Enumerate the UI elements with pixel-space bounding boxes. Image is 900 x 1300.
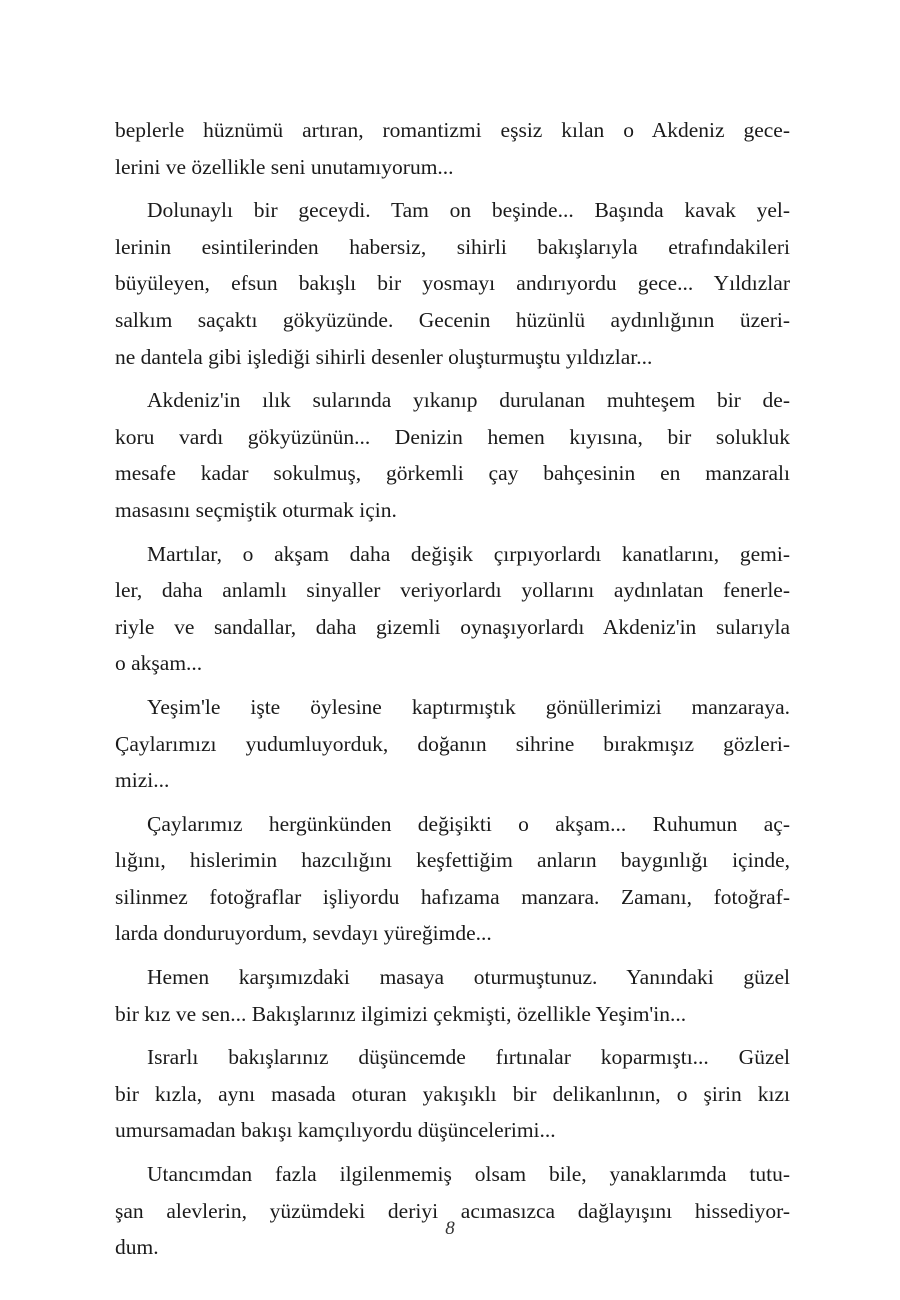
body-text — [115, 112, 790, 1266]
paragraph-gap — [115, 1149, 790, 1156]
text-line: riyle ve sandallar, daha gizemli oynaşıyorlardı Akdeniz'in sularıyla — [115, 614, 790, 639]
text-line: Çaylarımızı yudumluyorduk, doğanın sihrine bırakmışız gözleri- — [115, 731, 790, 756]
text-line: şan alevlerin, yüzümdeki deriyi acımasızca dağlayışını hissediyor- — [115, 1198, 790, 1223]
text-line: Dolunaylı bir geceydi. Tam on beşinde... Başında kavak yel- — [147, 198, 790, 223]
text-line: Yeşim'le işte öylesine kaptırmıştık gönüllerimizi manzaraya. — [147, 694, 790, 719]
paragraph — [115, 536, 790, 682]
paragraph-gap — [115, 682, 790, 689]
text-line: koru vardı gökyüzünün... Denizin hemen kıyısına, bir solukluk — [115, 424, 790, 449]
paragraph-gap — [115, 375, 790, 382]
text-line: Utancımdan fazla ilgilenmemiş olsam bile, yanaklarımda tutu- — [147, 1162, 790, 1187]
paragraph — [115, 1039, 790, 1149]
text-line: lerini ve özellikle seni unutamıyorum... — [115, 154, 454, 179]
text-line: Martılar, o akşam daha değişik çırpıyorlardı kanatlarını, gemi- — [147, 541, 790, 566]
paragraph-gap — [115, 799, 790, 806]
paragraph — [115, 959, 790, 1032]
text-line: salkım saçaktı gökyüzünde. Gecenin hüzünlü aydınlığının üzeri- — [115, 307, 790, 332]
paragraph-gap — [115, 185, 790, 192]
text-line: beplerle hüznümü artıran, romantizmi eşsiz kılan o Akdeniz gece- — [115, 118, 790, 142]
text-line: bir kız ve sen... Bakışlarınız ilgimizi çekmişti, özellikle Yeşim'in... — [115, 1001, 687, 1026]
paragraph — [115, 192, 790, 375]
paragraph-gap — [115, 1032, 790, 1039]
paragraph — [115, 1156, 790, 1266]
paragraph — [115, 806, 790, 952]
paragraph — [115, 689, 790, 799]
text-line: lığını, hislerimin hazcılığını keşfettiğim anların baygınlığı içinde, — [115, 848, 790, 873]
text-line: Akdeniz'in ılık sularında yıkanıp durulanan muhteşem bir de- — [147, 388, 790, 413]
text-line: umursamadan bakışı kamçılıyordu düşüncelerimi... — [115, 1118, 556, 1143]
text-line: bir kızla, aynı masada oturan yakışıklı bir delikanlının, o şirin kızı — [115, 1081, 790, 1106]
text-line: Çaylarımız hergünkünden değişikti o akşam... Ruhumun aç- — [147, 811, 790, 836]
paragraph — [115, 112, 790, 185]
text-line: lerinin esintilerinden habersiz, sihirli bakışlarıyla etrafındakileri — [115, 234, 790, 259]
paragraph-gap — [115, 952, 790, 959]
text-line: larda donduruyordum, sevdayı yüreğimde... — [115, 921, 492, 946]
text-line: mizi... — [115, 768, 170, 793]
text-line: ler, daha anlamlı sinyaller veriyorlardı yollarını aydınlatan fenerle- — [115, 578, 790, 603]
text-line: o akşam... — [115, 651, 203, 676]
text-line: masasını seçmiştik oturmak için. — [115, 497, 397, 522]
text-line: dum. — [115, 1235, 159, 1260]
text-line: mesafe kadar sokulmuş, görkemli çay bahçesinin en manzaralı — [115, 461, 790, 486]
text-line: silinmez fotoğraflar işliyordu hafızama manzara. Zamanı, fotoğraf- — [115, 884, 790, 909]
text-line: ne dantela gibi işlediği sihirli desenler oluşturmuştu yıldızlar... — [115, 344, 653, 369]
text-line: büyüleyen, efsun bakışlı bir yosmayı andırıyordu gece... Yıldızlar — [115, 271, 790, 296]
paragraph-gap — [115, 529, 790, 536]
page-number: 8 — [445, 1218, 455, 1239]
text-line: Israrlı bakışlarınız düşüncemde fırtınalar koparmıştı... Güzel — [147, 1045, 790, 1070]
text-line: Hemen karşımızdaki masaya oturmuştunuz. Yanındaki güzel — [147, 965, 790, 990]
paragraph — [115, 382, 790, 528]
